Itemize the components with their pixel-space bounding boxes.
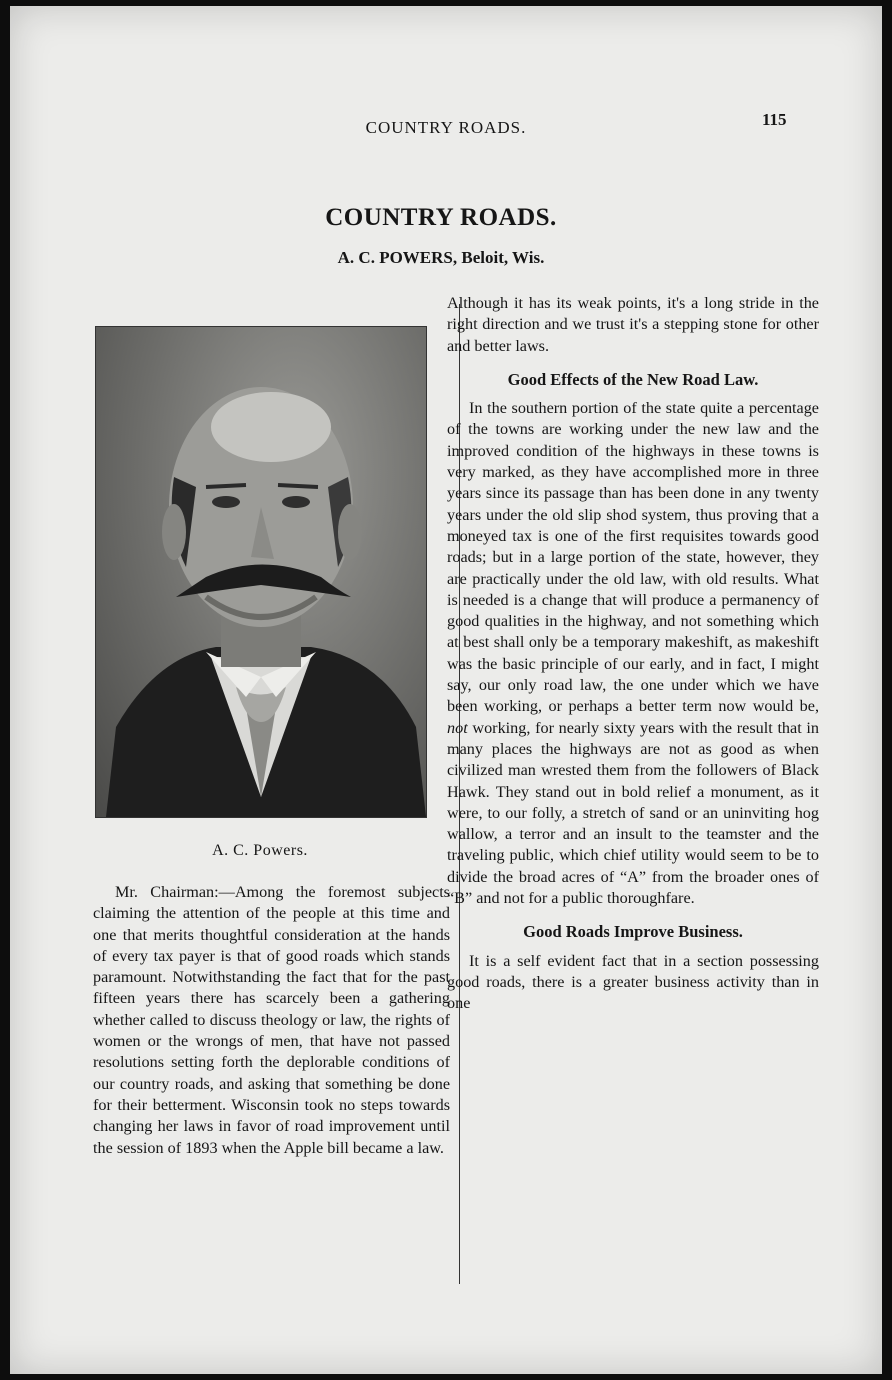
paragraph-text-part1: In the southern portion of the state quite a percentage of the towns are working under the new law and the improved condition of the highways in these towns is very marked, as they have accomplished more in three years since its passage than has been done in any twenty years under the old slip shod system, thus proving that a moneyed tax is one of the first requisites towards good roads; but in a large portion of the state, however, they are practically under the old law, with old results. What is needed is a change that will produce a permanency of good qualities in the highway, and not something which at best shall only be a temporary makeshift, as makeshift was the basic principle of our early, and in fact, I might say, our only road law, the one under which we have been working, or perhaps a better term now would be, — [447, 399, 819, 716]
intro-continuation: Although it has its weak points, it's a long stride in the right direction and we trust it's a stepping stone for other and better laws. — [447, 294, 819, 355]
photo-caption: A. C. Powers. — [212, 842, 308, 859]
book-page — [10, 6, 882, 1374]
emphasized-word: not — [447, 718, 468, 737]
section-paragraph-business: It is a self evident fact that in a section possessing good roads, there is a greater business activity than in one — [447, 951, 819, 1013]
right-column — [447, 293, 819, 1015]
section-heading-business: Good Roads Improve Business. — [523, 922, 743, 942]
article-title: COUNTRY ROADS. — [325, 204, 557, 231]
section-paragraph-new-road-law — [447, 398, 819, 909]
author-portrait — [95, 326, 427, 818]
left-column — [93, 882, 450, 1159]
paragraph-text-part2: working, for nearly sixty years with the result that in many places the highways are not as good as when civilized man wrested them from the followers of Black Hawk. They stand out in bold relief a monument, as it were, to our folly, a stretch of sand or an uninviting hog wallow, a terror and an insult to the teamster and the traveling public, which chief utility would seem to be to divide the broad acres of “A” from the broader ones of “B” and not for a public thoroughfare. — [447, 718, 820, 908]
running-head: COUNTRY ROADS. — [365, 118, 527, 137]
section-heading-new-road-law: Good Effects of the New Road Law. — [507, 369, 759, 389]
intro-paragraph: Mr. Chairman:—Among the foremost subjects claiming the attention of the people at this time and one that merits thoughtful consideration at the hands of every tax payer is that of good roads which stands paramount. Notwithstanding the fact that for the past fifteen years there has scarcely been a gathering whether called to discuss theology or law, the rights of women or the wrongs of men, that have not passed resolutions setting forth the deplorable conditions of our country roads, and asking that something be done for their betterment. Wisconsin took no steps towards changing her laws in favor of road improvement until the session of 1893 when the Apple bill became a law. — [93, 883, 450, 1157]
portrait-illustration — [96, 327, 426, 817]
page-number: 115 — [762, 110, 787, 129]
article-byline: A. C. POWERS, Beloit, Wis. — [337, 248, 545, 267]
